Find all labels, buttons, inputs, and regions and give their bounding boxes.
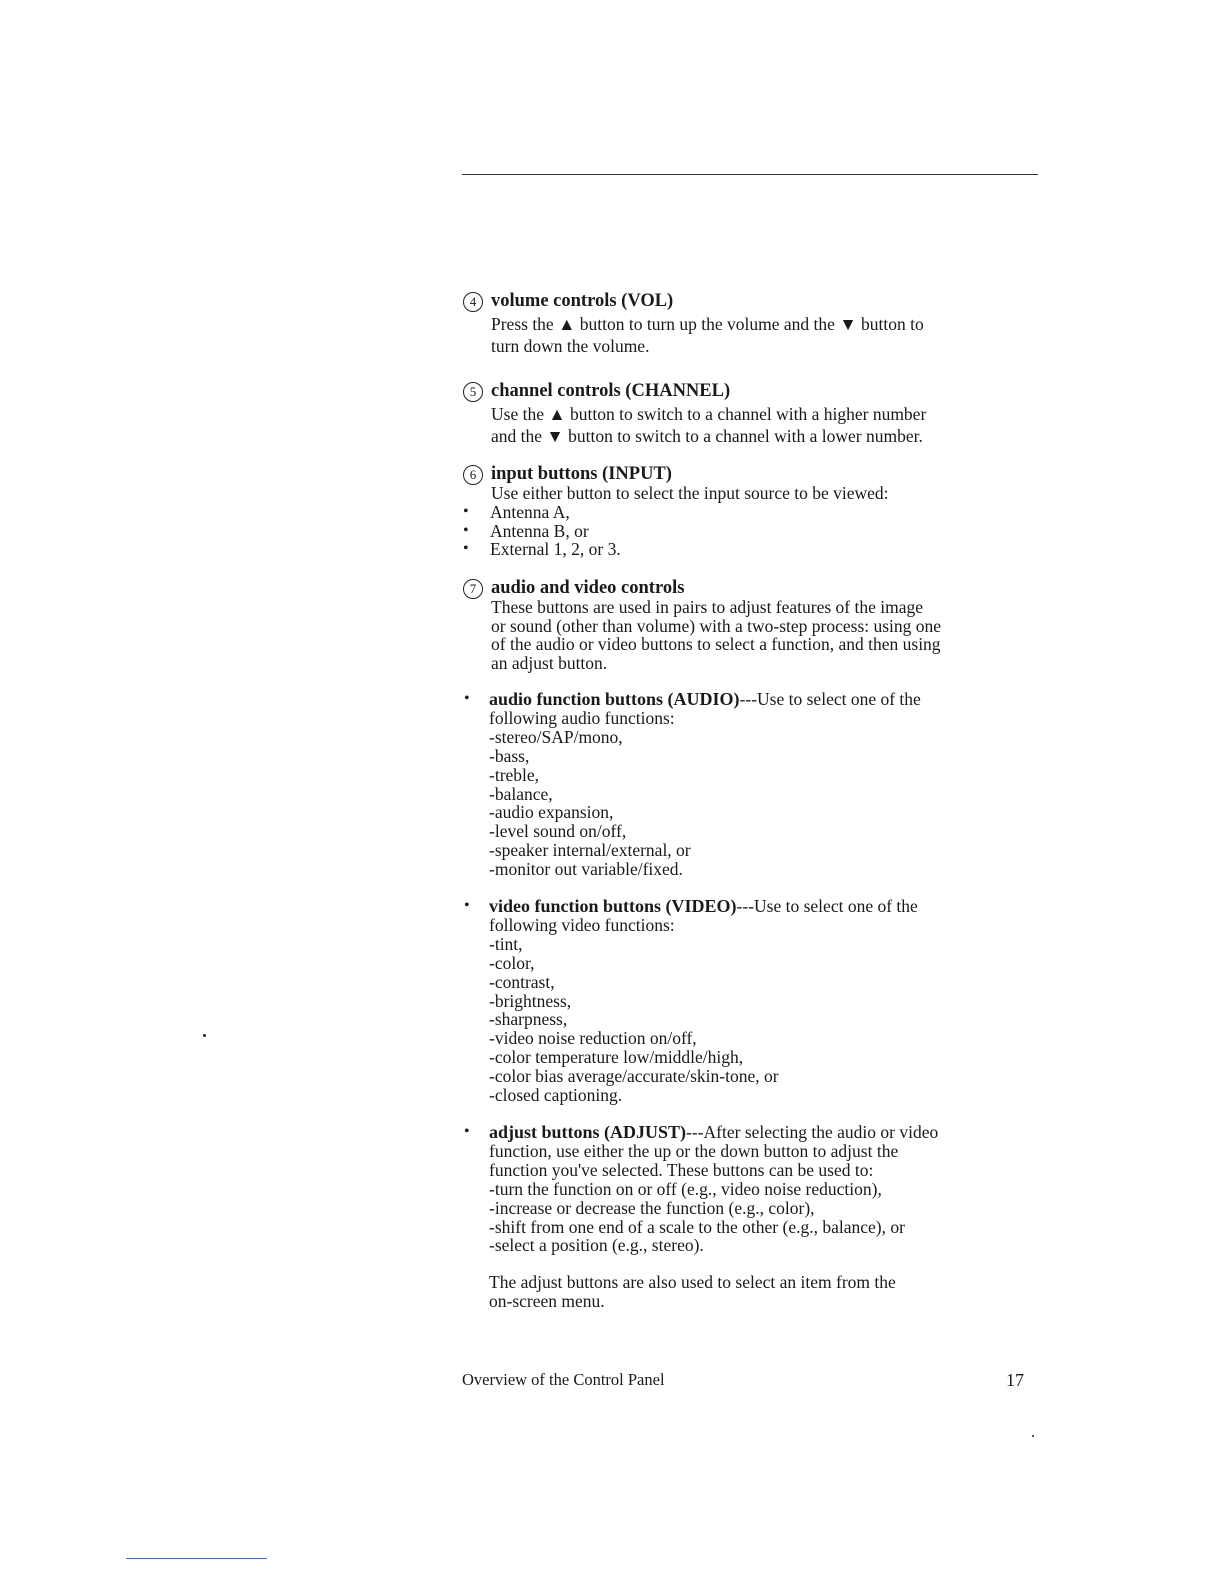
item-line: -color, — [489, 952, 535, 973]
circled-number: 5 — [463, 382, 483, 402]
section-description: Use either button to select the input source to be viewed: — [491, 483, 889, 503]
item-line: -closed captioning. — [489, 1085, 623, 1106]
list-item: • Antenna A, — [462, 503, 1038, 522]
section-volume-controls — [462, 290, 1038, 358]
item-line: -increase or decrease the function (e.g., color), — [489, 1197, 815, 1218]
item-line: -stereo/SAP/mono, — [489, 726, 623, 747]
item-line: -shift from one end of a scale to the other (e.g., balance), or — [489, 1216, 905, 1237]
item-line: -tint, — [489, 933, 523, 954]
item-intro: ---Use to select one of the — [736, 896, 918, 916]
scan-edge-line — [126, 1558, 267, 1559]
bullet: • — [464, 897, 470, 914]
item-line: -color temperature low/middle/high, — [489, 1047, 744, 1068]
item-line: -sharpness, — [489, 1009, 568, 1030]
circled-number: 4 — [463, 292, 483, 312]
item-line: -brightness, — [489, 990, 572, 1011]
section-title: volume controls (VOL) — [491, 291, 674, 311]
item-line: following audio functions: — [489, 707, 675, 728]
item-line: -audio expansion, — [489, 802, 614, 823]
item-line: following video functions: — [489, 914, 675, 935]
item-line: -video noise reduction on/off, — [489, 1028, 697, 1049]
item-line: -contrast, — [489, 971, 555, 992]
section-title: input buttons (INPUT) — [491, 464, 672, 484]
footer-section-title: Overview of the Control Panel — [462, 1370, 665, 1389]
section-description: These buttons are used in pairs to adjust features of the image or sound (other than volume) with a two-step process: using one of the audio or video buttons to select a function, and then using an adjust button. — [491, 597, 942, 673]
list-item: • External 1, 2, or 3. — [462, 540, 1038, 559]
item-heading: adjust buttons (ADJUST) — [489, 1122, 687, 1142]
audio-function-buttons-item — [462, 690, 1038, 879]
item-line: -color bias average/accurate/skin-tone, or — [489, 1066, 779, 1087]
input-source-list — [462, 503, 1038, 560]
section-audio-video-controls — [462, 577, 1038, 672]
item-line: function, use either the up or the down button to adjust the — [489, 1140, 899, 1161]
item-line: -speaker internal/external, or — [489, 840, 691, 861]
item-line: -treble, — [489, 764, 540, 785]
section-channel-controls — [462, 380, 1038, 448]
item-line: -turn the function on or off (e.g., video noise reduction), — [489, 1178, 882, 1199]
section-input-buttons — [462, 463, 1038, 559]
item-heading: video function buttons (VIDEO) — [489, 896, 737, 916]
header-rule — [462, 174, 1038, 175]
video-function-buttons-item — [462, 897, 1038, 1105]
page-number: 17 — [1006, 1370, 1024, 1390]
section-description: Use the ▲ button to switch to a channel with a higher number and the ▼ button to switch to a channel with a lower number. — [491, 404, 927, 447]
bullet: • — [464, 690, 470, 707]
section-title: channel controls (CHANNEL) — [491, 381, 731, 401]
bullet: • — [464, 1123, 470, 1140]
item-line: function you've selected. These buttons can be used to: — [489, 1159, 874, 1180]
item-heading: audio function buttons (AUDIO) — [489, 689, 740, 709]
item-line: -bass, — [489, 745, 530, 766]
item-line: -monitor out variable/fixed. — [489, 859, 683, 880]
item-line: -level sound on/off, — [489, 821, 627, 842]
section-description: Press the ▲ button to turn up the volume and the ▼ button to turn down the volume. — [491, 314, 924, 357]
item-line: -balance, — [489, 783, 553, 804]
scan-speck — [1032, 1435, 1034, 1437]
circled-number: 6 — [463, 465, 483, 485]
item-line: -select a position (e.g., stereo). — [489, 1235, 704, 1256]
scan-speck — [203, 1034, 206, 1037]
section-title: audio and video controls — [491, 578, 685, 598]
adjust-buttons-item — [462, 1123, 1038, 1255]
item-intro: ---After selecting the audio or video — [686, 1122, 939, 1142]
circled-number: 7 — [463, 579, 483, 599]
closing-paragraph: The adjust buttons are also used to select an item from the on-screen menu. — [489, 1272, 896, 1311]
item-intro: ---Use to select one of the — [739, 689, 921, 709]
list-item: • Antenna B, or — [462, 522, 1038, 541]
